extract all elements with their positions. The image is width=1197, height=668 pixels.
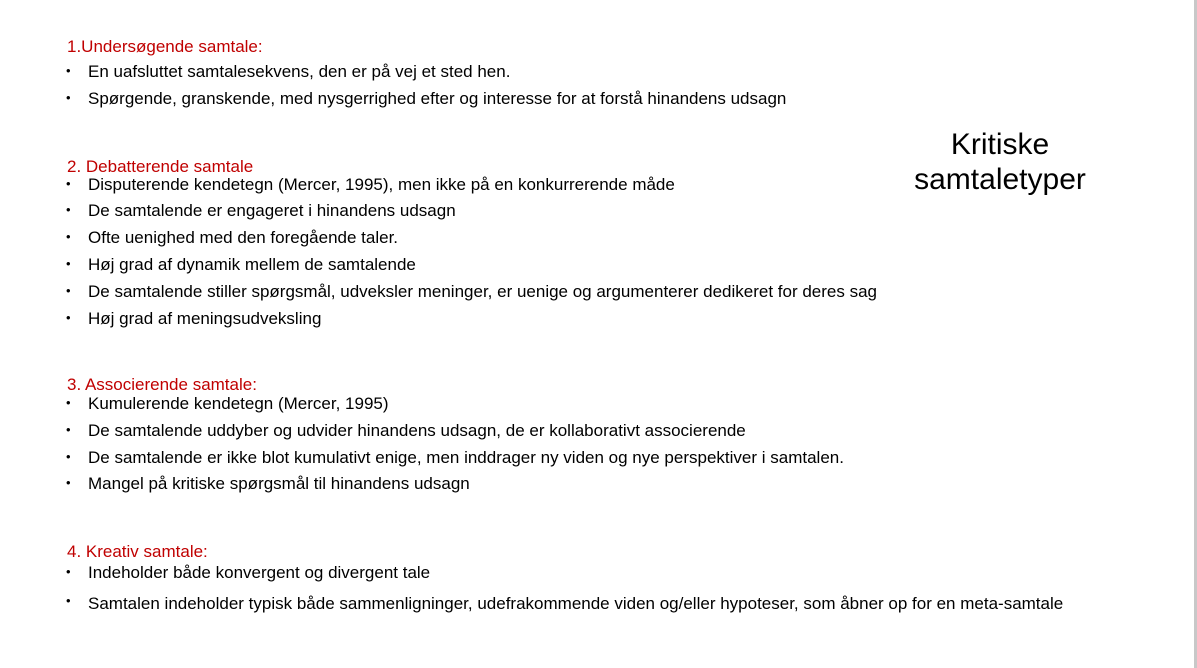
section-1-heading: 1.Undersøgende samtale: xyxy=(67,37,263,56)
section-4-heading: 4. Kreativ samtale: xyxy=(67,542,208,561)
bullet-dot: • xyxy=(66,310,71,325)
bullet-text: Spørgende, granskende, med nysgerrighed efter og interesse for at forstå hinandens udsagn xyxy=(88,89,787,108)
bullet-dot: • xyxy=(66,63,71,78)
section-2-bullet-6 xyxy=(66,308,321,330)
bullet-text: Kumulerende kendetegn (Mercer, 1995) xyxy=(88,394,389,413)
bullet-dot: • xyxy=(66,475,71,490)
bullet-text: Mangel på kritiske spørgsmål til hinandens udsagn xyxy=(88,474,470,493)
bullet-text: Høj grad af dynamik mellem de samtalende xyxy=(88,255,416,274)
bullet-text: De samtalende er ikke blot kumulativt enige, men inddrager ny viden og nye perspektiver i samtalen. xyxy=(88,448,844,467)
section-2-bullet-5 xyxy=(66,281,877,303)
bullet-dot: • xyxy=(66,90,71,105)
slide-title-line-1: Kritiske xyxy=(950,128,1050,161)
section-3-bullet-1 xyxy=(66,393,389,415)
bullet-dot: • xyxy=(66,256,71,271)
section-3-bullet-4 xyxy=(66,473,470,495)
section-4-bullet-1 xyxy=(66,562,430,584)
bullet-dot: • xyxy=(66,449,71,464)
bullet-dot: • xyxy=(66,202,71,217)
bullet-dot: • xyxy=(66,422,71,437)
section-3-bullet-2 xyxy=(66,420,746,442)
bullet-dot: • xyxy=(66,395,71,410)
bullet-text: Indeholder både konvergent og divergent tale xyxy=(88,563,431,582)
section-2-bullet-4 xyxy=(66,254,416,276)
section-4-bullet-2 xyxy=(66,591,1106,617)
bullet-text: Høj grad af meningsudveksling xyxy=(88,309,322,328)
bullet-dot: • xyxy=(66,564,71,579)
bullet-text: Disputerende kendetegn (Mercer, 1995), men ikke på en konkurrerende måde xyxy=(88,175,675,194)
section-2-heading: 2. Debatterende samtale xyxy=(67,157,254,176)
bullet-dot: • xyxy=(66,283,71,298)
section-3-bullet-3 xyxy=(66,447,844,469)
section-1-bullet-1 xyxy=(66,61,510,83)
section-2-bullet-2 xyxy=(66,200,456,222)
bullet-text: Samtalen indeholder typisk både sammenligninger, udefrakommende viden og/eller hypoteser, som åbner op for en meta-samtale xyxy=(88,594,1064,613)
bullet-text: En uafsluttet samtalesekvens, den er på vej et sted hen. xyxy=(88,62,511,81)
bullet-text: Ofte uenighed med den foregående taler. xyxy=(88,228,399,247)
bullet-text: De samtalende er engageret i hinandens udsagn xyxy=(88,201,456,220)
bullet-text: De samtalende stiller spørgsmål, udveksler meninger, er uenige og argumenterer dedikeret for deres sag xyxy=(88,282,878,301)
section-2-bullet-3 xyxy=(66,227,398,249)
bullet-dot: • xyxy=(66,229,71,244)
slide-title-line-2: samtaletyper xyxy=(914,163,1086,196)
bullet-dot: • xyxy=(66,593,71,608)
section-3-heading: 3. Associerende samtale: xyxy=(67,375,257,394)
bullet-text: De samtalende uddyber og udvider hinandens udsagn, de er kollaborativt associerende xyxy=(88,421,746,440)
section-2-bullet-1 xyxy=(66,174,675,196)
slide-title xyxy=(900,127,1100,197)
bullet-dot: • xyxy=(66,176,71,191)
section-1-bullet-2 xyxy=(66,88,786,110)
